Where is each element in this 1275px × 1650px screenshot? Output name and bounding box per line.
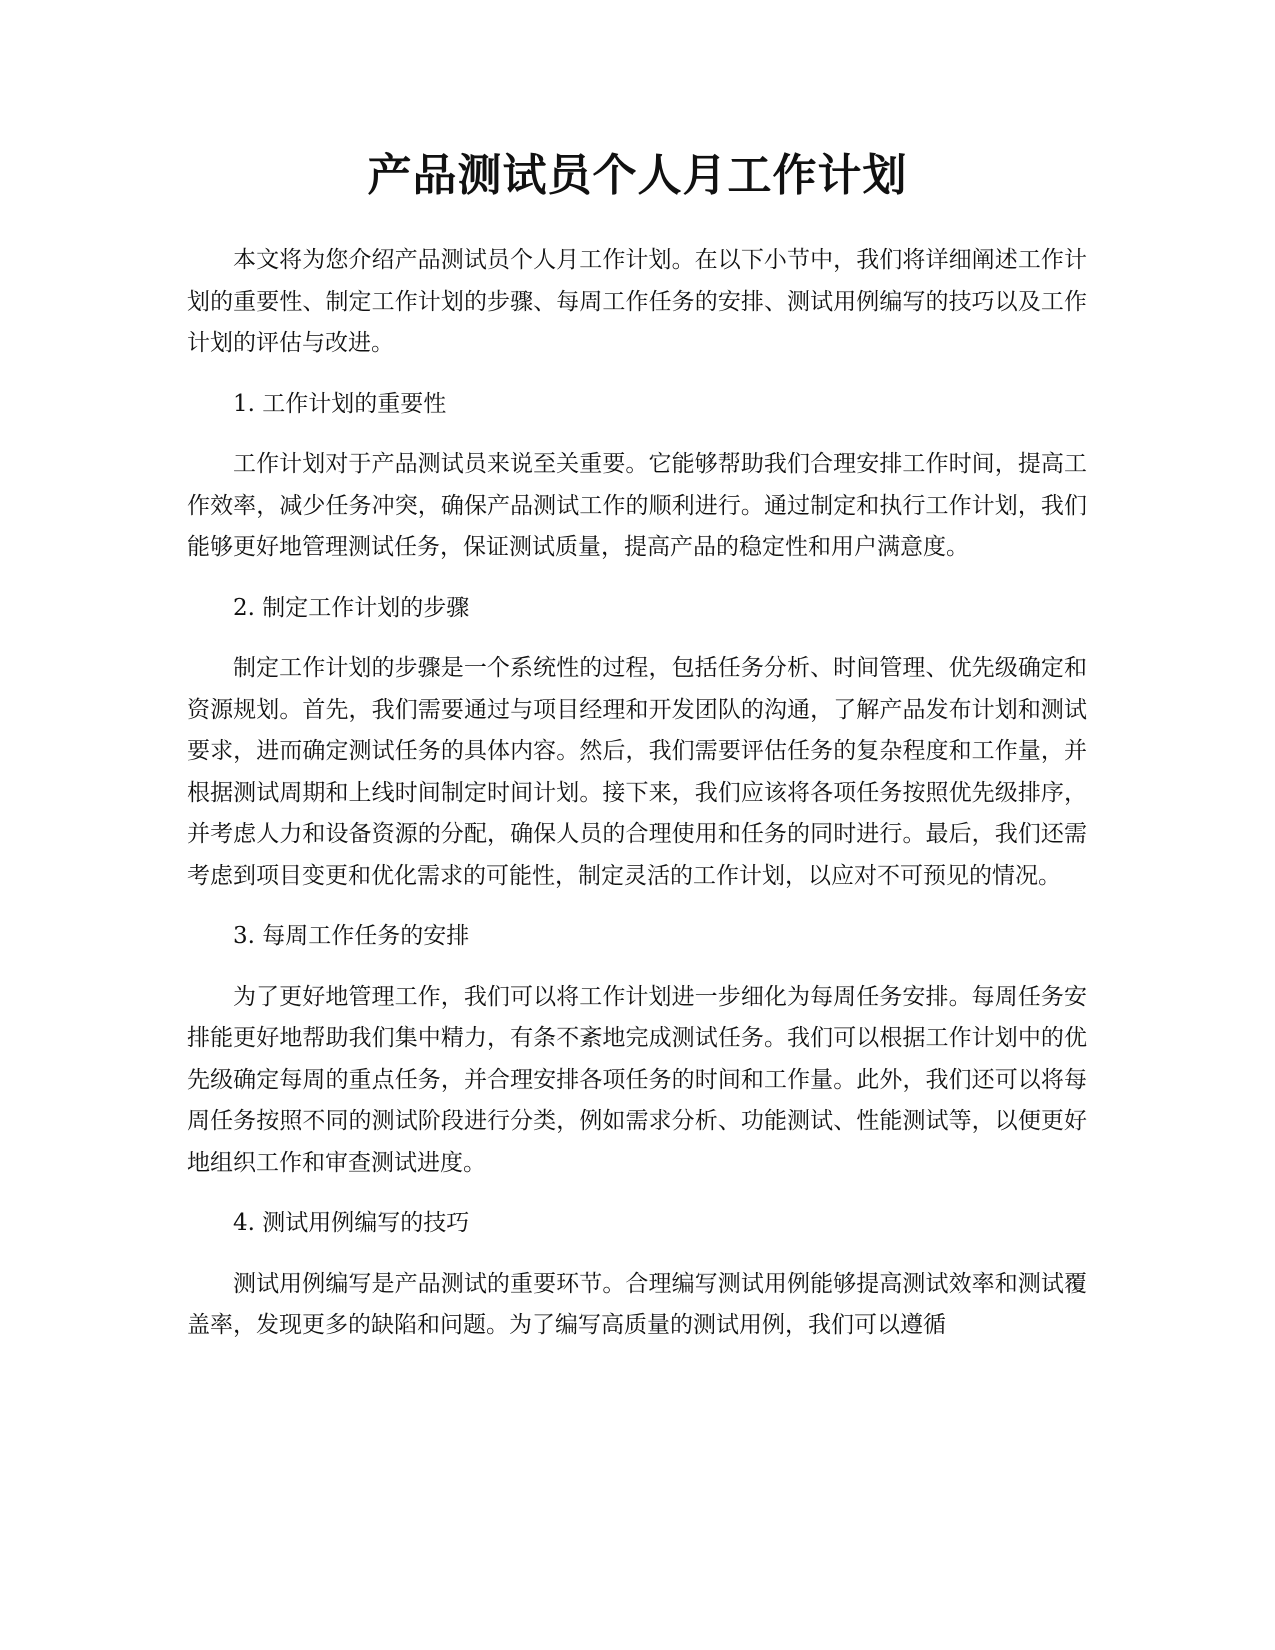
intro-paragraph: 本文将为您介绍产品测试员个人月工作计划。在以下小节中，我们将详细阐述工作计划的重要性、制定工作计划的步骤、每周工作任务的安排、测试用例编写的技巧以及工作计划的评估与改进。 [187,247,1087,356]
document-title: 产品测试员个人月工作计划 [367,150,908,201]
section-2-paragraph: 制定工作计划的步骤是一个系统性的过程，包括任务分析、时间管理、优先级确定和资源规划。首先，我们需要通过与项目经理和开发团队的沟通，了解产品发布计划和测试要求，进而确定测试任务的具体内容。然后，我们需要评估任务的复杂程度和工作量，并根据测试周期和上线时间制定时间计划。接下来，我们应该将各项任务按照优先级排序，并考虑人力和设备资源的分配，确保人员的合理使用和任务的同时进行。最后，我们还需考虑到项目变更和优化需求的可能性，制定灵活的工作计划，以应对不可预见的情况。 [187,655,1087,889]
section-4-paragraph: 测试用例编写是产品测试的重要环节。合理编写测试用例能够提高测试效率和测试覆盖率，发现更多的缺陷和问题。为了编写高质量的测试用例，我们可以遵循 [187,1270,1087,1338]
section-2-heading: 2. 制定工作计划的步骤 [233,594,470,621]
section-3-heading: 3. 每周工作任务的安排 [233,923,470,949]
section-1-heading: 1. 工作计划的重要性 [233,390,447,417]
document-body [187,240,1087,1366]
section-1-paragraph: 工作计划对于产品测试员来说至关重要。它能够帮助我们合理安排工作时间，提高工作效率，减少任务冲突，确保产品测试工作的顺利进行。通过制定和执行工作计划，我们能够更好地管理测试任务，保证测试质量，提高产品的稳定性和用户满意度。 [187,451,1087,560]
section-4-heading: 4. 测试用例编写的技巧 [233,1210,470,1236]
section-3-paragraph: 为了更好地管理工作，我们可以将工作计划进一步细化为每周任务安排。每周任务安排能更好地帮助我们集中精力，有条不紊地完成测试任务。我们可以根据工作计划中的优先级确定每周的重点任务，并合理安排各项任务的时间和工作量。此外，我们还可以将每周任务按照不同的测试阶段进行分类，例如需求分析、功能测试、性能测试等，以便更好地组织工作和审查测试进度。 [187,983,1087,1176]
